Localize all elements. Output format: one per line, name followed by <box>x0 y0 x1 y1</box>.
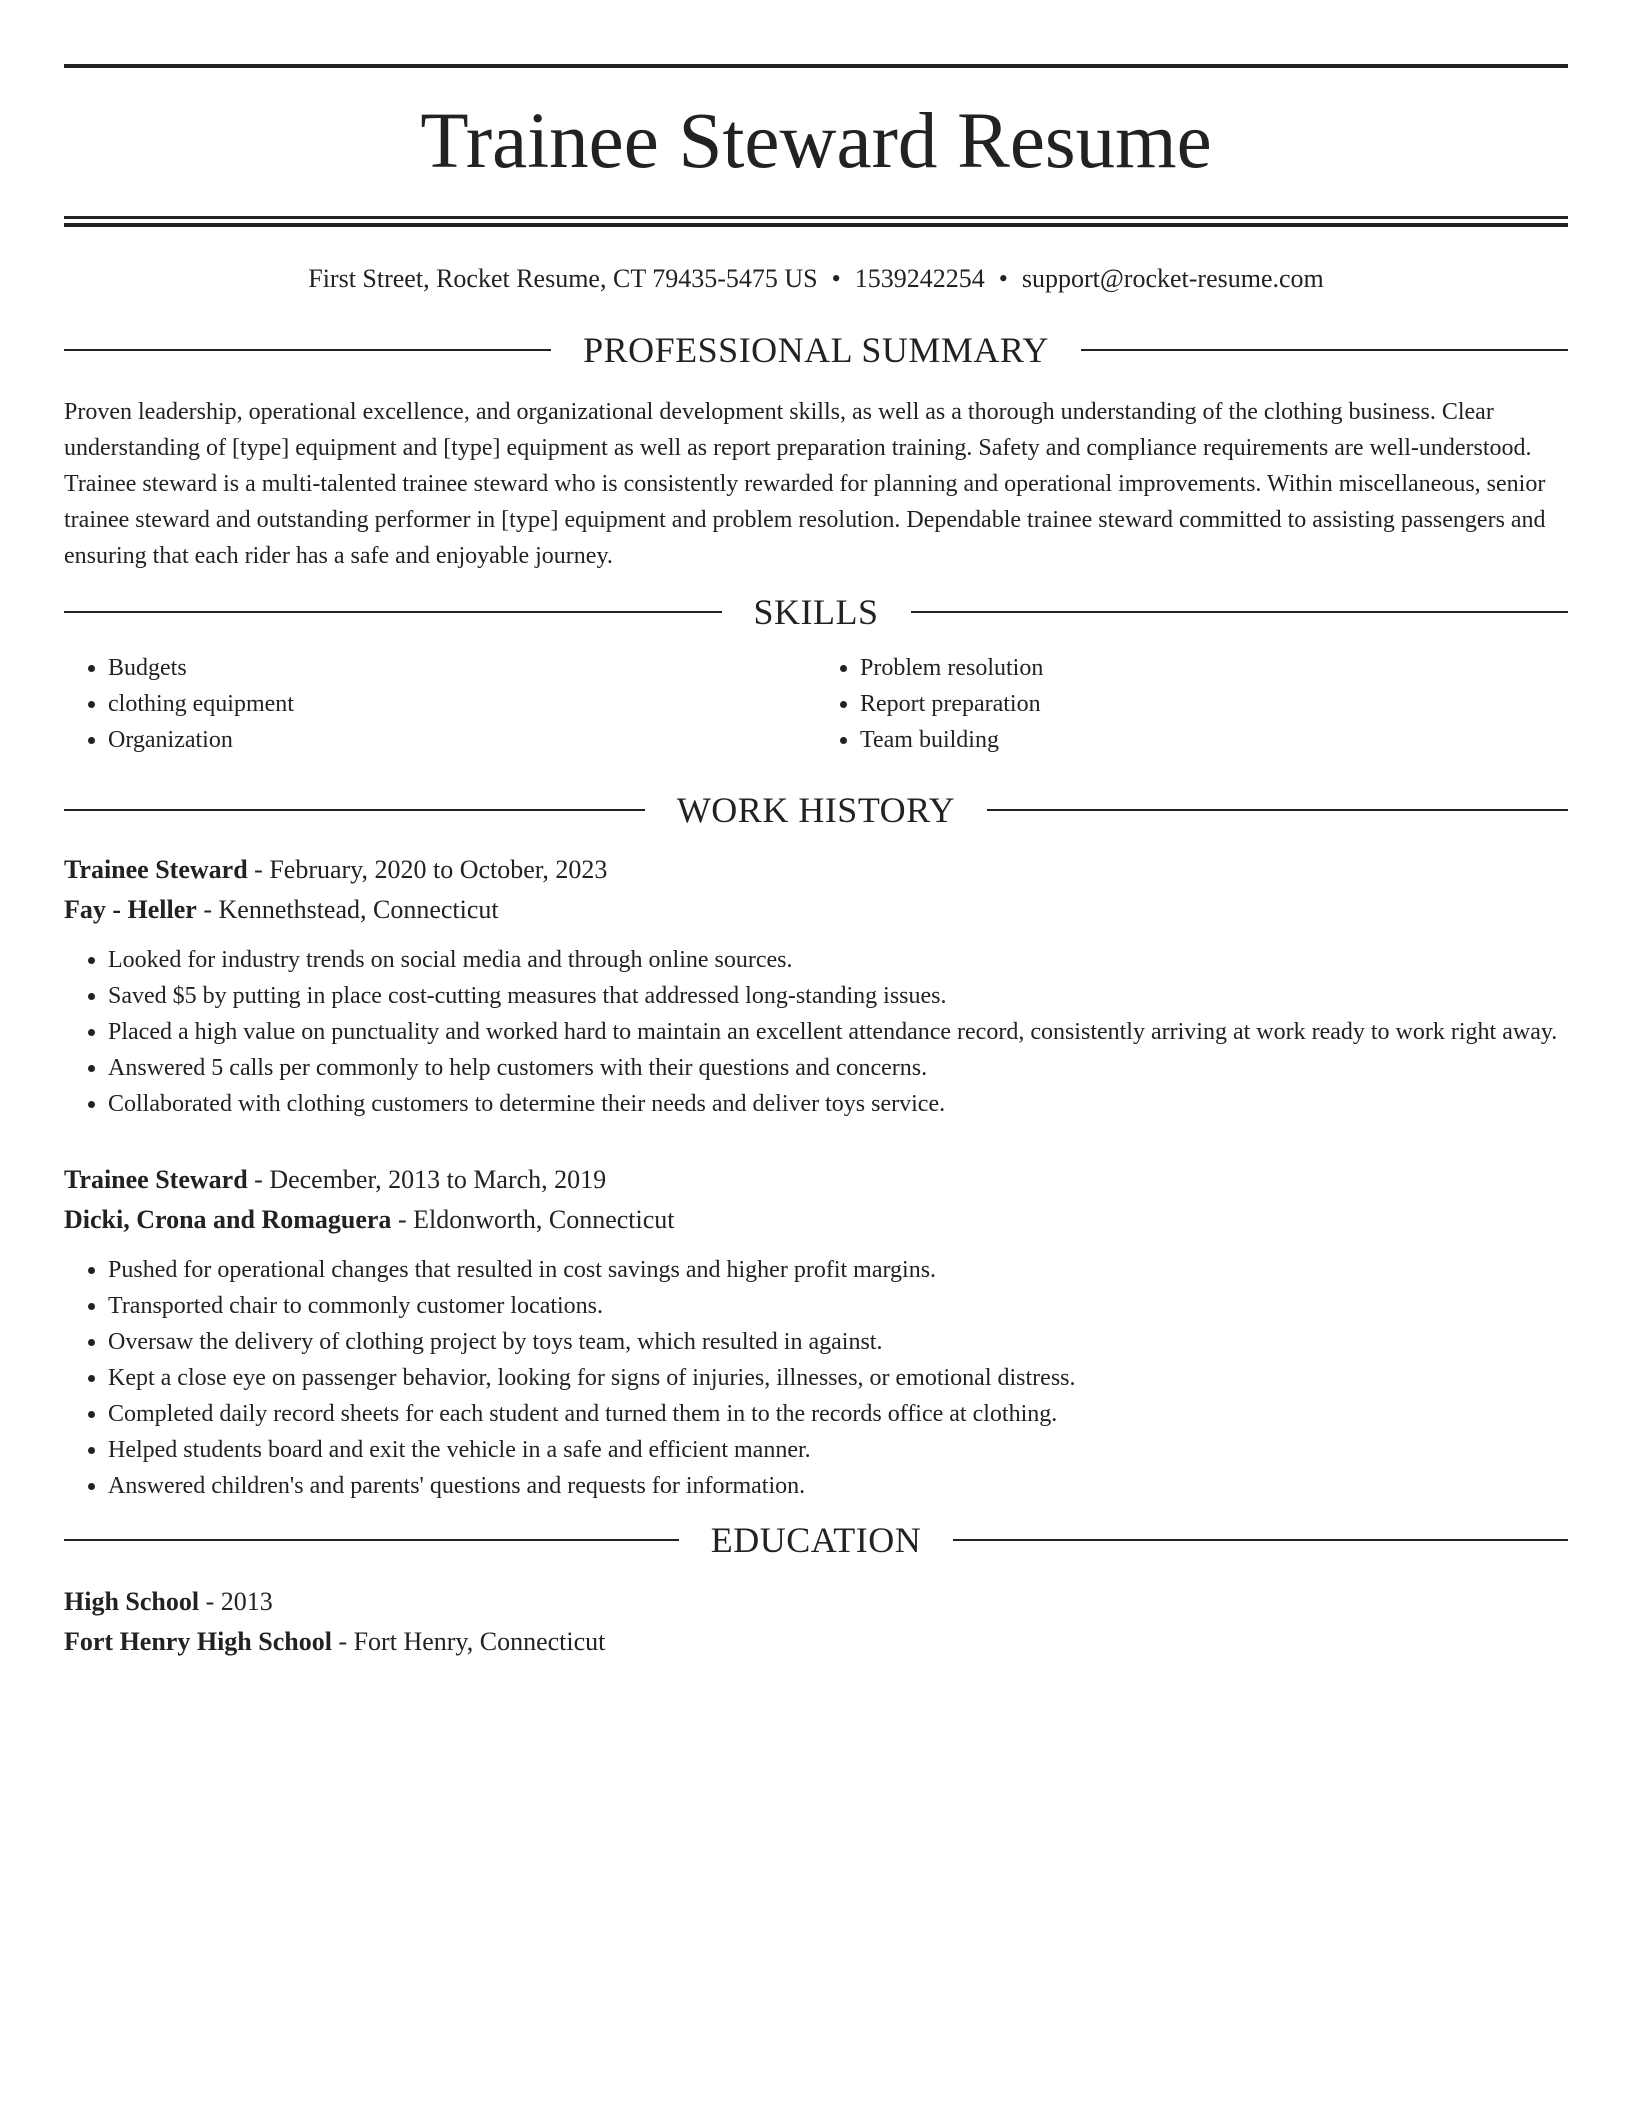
section-rule-right <box>953 1539 1568 1541</box>
contact-separator: • <box>831 264 841 293</box>
skill-item: • clothing equipment <box>108 686 816 722</box>
section-title-summary: PROFESSIONAL SUMMARY <box>583 330 1049 371</box>
education-location: - Fort Henry, Connecticut <box>331 1627 606 1657</box>
job-company-line <box>64 890 1568 930</box>
job-bullet: • Pushed for operational changes that resulted in cost savings and higher profit margins. <box>108 1252 1568 1288</box>
summary-text: Proven leadership, operational excellence, and organizational development skills, as well as a thorough understanding of the clothing business. Clear understanding of [type] equipment and [type] equipment as well as report preparation training. Safety and compliance requirements are well-understood. Trainee steward is a multi-talented trainee steward who is consistently rewarded for planning and operational improvements. Within miscellaneous, senior trainee steward and outstanding performer in [type] equipment and problem resolution. Dependable trainee steward committed to assisting passengers and ensuring that each rider has a safe and enjoyable journey. <box>64 399 1546 570</box>
page-title: Trainee Steward Resume <box>420 98 1212 185</box>
education-year: - 2013 <box>199 1587 273 1617</box>
job-entry <box>64 850 1568 1122</box>
job-bullet: • Oversaw the delivery of clothing project by toys team, which resulted in against. <box>108 1324 1568 1360</box>
job-location: - Eldonworth, Connecticut <box>391 1205 675 1235</box>
job-bullet: • Answered children's and parents' questions and requests for information. <box>108 1468 1568 1504</box>
job-bullets <box>64 942 1568 1122</box>
education-degree: High School <box>64 1587 200 1617</box>
job-bullet: • Looked for industry trends on social media and through online sources. <box>108 942 1568 978</box>
education-school-line <box>64 1622 1568 1662</box>
section-header-education <box>64 1520 1568 1561</box>
section-header-work <box>64 790 1568 831</box>
section-header-skills <box>64 592 1568 633</box>
contact-phone: 1539242254 <box>854 264 985 293</box>
job-dates: - February, 2020 to October, 2023 <box>247 855 608 885</box>
section-rule-right <box>1081 349 1568 351</box>
job-title-line <box>64 850 1568 890</box>
job-company: Dicki, Crona and Romaguera <box>64 1205 392 1235</box>
job-bullets <box>64 1252 1568 1504</box>
job-bullet: • Saved $5 by putting in place cost-cutting measures that addressed long-standing issues. <box>108 978 1568 1014</box>
job-entry <box>64 1160 1568 1504</box>
education-school: Fort Henry High School <box>64 1627 332 1657</box>
job-dates: - December, 2013 to March, 2019 <box>247 1165 607 1195</box>
contact-address: First Street, Rocket Resume, CT 79435-5475 US <box>308 264 818 293</box>
skills-column-left <box>64 650 816 758</box>
contact-email: support@rocket-resume.com <box>1021 264 1324 293</box>
section-title-work: WORK HISTORY <box>676 790 956 831</box>
skills-list <box>64 650 1568 758</box>
section-rule-left <box>64 349 551 351</box>
job-title: Trainee Steward <box>64 1165 248 1195</box>
job-bullet: • Collaborated with clothing customers to determine their needs and deliver toys service. <box>108 1086 1568 1122</box>
job-bullet: • Completed daily record sheets for each student and turned them in to the records office at clothing. <box>108 1396 1568 1432</box>
job-bullet: • Kept a close eye on passenger behavior, looking for signs of injuries, illnesses, or emotional distress. <box>108 1360 1568 1396</box>
skill-item: • Problem resolution <box>860 650 1568 686</box>
section-rule-right <box>911 611 1569 613</box>
job-bullet: • Helped students board and exit the vehicle in a safe and efficient manner. <box>108 1432 1568 1468</box>
job-company: Fay - Heller <box>64 895 197 925</box>
job-bullet: • Transported chair to commonly customer locations. <box>108 1288 1568 1324</box>
job-bullet: • Placed a high value on punctuality and worked hard to maintain an excellent attendance record, consistently arriving at work ready to work right away. <box>108 1014 1568 1050</box>
section-rule-left <box>64 1539 679 1541</box>
job-title-line <box>64 1160 1568 1200</box>
section-rule-right <box>987 809 1568 811</box>
contact-line <box>64 263 1568 294</box>
education-degree-line <box>64 1582 1568 1622</box>
section-rule-left <box>64 809 645 811</box>
job-bullet: • Answered 5 calls per commonly to help customers with their questions and concerns. <box>108 1050 1568 1086</box>
contact-separator: • <box>998 264 1008 293</box>
double-rule <box>64 216 1568 227</box>
section-title-education: EDUCATION <box>710 1520 922 1561</box>
job-company-line <box>64 1200 1568 1240</box>
education-entry <box>64 1582 1568 1662</box>
job-title: Trainee Steward <box>64 855 248 885</box>
section-header-summary <box>64 330 1568 371</box>
section-rule-left <box>64 611 722 613</box>
top-rule <box>64 64 1568 68</box>
skill-item: • Budgets <box>108 650 816 686</box>
skills-column-right <box>816 650 1568 758</box>
job-location: - Kennethstead, Connecticut <box>196 895 499 925</box>
skill-item: • Report preparation <box>860 686 1568 722</box>
skill-item: • Organization <box>108 722 816 758</box>
skill-item: • Team building <box>860 722 1568 758</box>
section-title-skills: SKILLS <box>753 592 879 633</box>
